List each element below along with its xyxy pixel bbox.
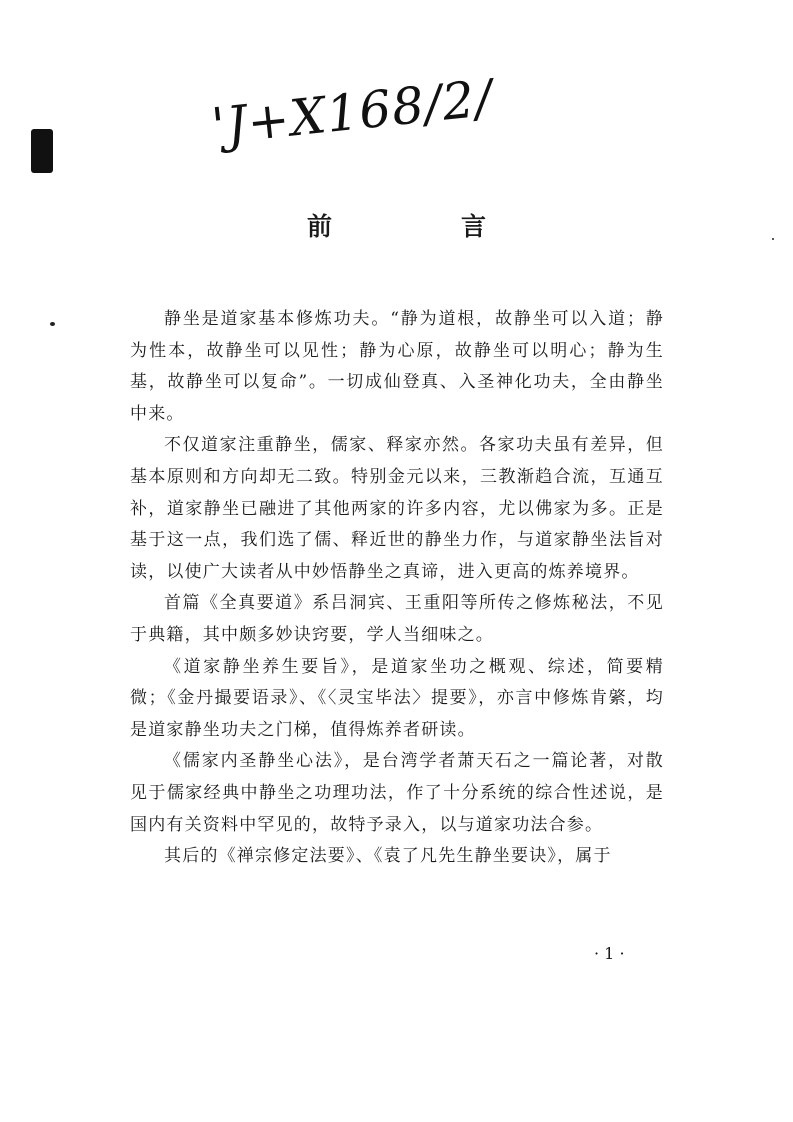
page-title: 前 言: [306, 211, 538, 241]
paragraph: 其后的《禅宗修定法要》、《袁了凡先生静坐要诀》，属于: [164, 846, 612, 867]
paragraph: 《儒家内圣静坐心法》，是台湾学者萧天石之一篇论著，对散见于儒家经典中静坐之功理功法，作了十分系统的综合性述说，是国内有关资料中罕见的，故特予录入，以与道家功法合参。: [130, 751, 664, 835]
preface-body: [130, 304, 664, 873]
paragraph: 不仅道家注重静坐，儒家、释家亦然。各家功夫虽有差异，但基本原则和方向却无二致。特别金元以来，三教渐趋合流，互通互补，道家静坐已融进了其他两家的许多内容，尤以佛家为多。正是基于这一点，我们选了儒、释近世的静坐力作，与道家静坐法旨对读，以使广大读者从中妙悟静坐之真谛，进入更高的炼养境界。: [130, 435, 664, 582]
handwritten-catalog-number: 'J+X168/2/: [208, 68, 496, 156]
paragraph: 静坐是道家基本修炼功夫。“静为道根，故静坐可以入道；静为性本，故静坐可以见性；静为心原，故静坐可以明心；静为生基，故静坐可以复命”。一切成仙登真、入圣神化功夫，全由静坐中来。: [130, 309, 664, 424]
paragraph: 《道家静坐养生要旨》，是道家坐功之概观、综述，简要精微；《金丹撮要语录》、《〈灵宝毕法〉提要》，亦言中修炼肯綮，均是道家静坐功夫之门梯，值得炼养者研读。: [130, 656, 664, 740]
page-number: · 1 ·: [594, 944, 625, 963]
scan-speck: [50, 322, 55, 326]
scan-edge-mark: [31, 129, 53, 173]
paragraph: 首篇《全真要道》系吕洞宾、王重阳等所传之修炼秘法，不见于典籍，其中颇多妙诀窍要，学人当细味之。: [130, 593, 664, 645]
